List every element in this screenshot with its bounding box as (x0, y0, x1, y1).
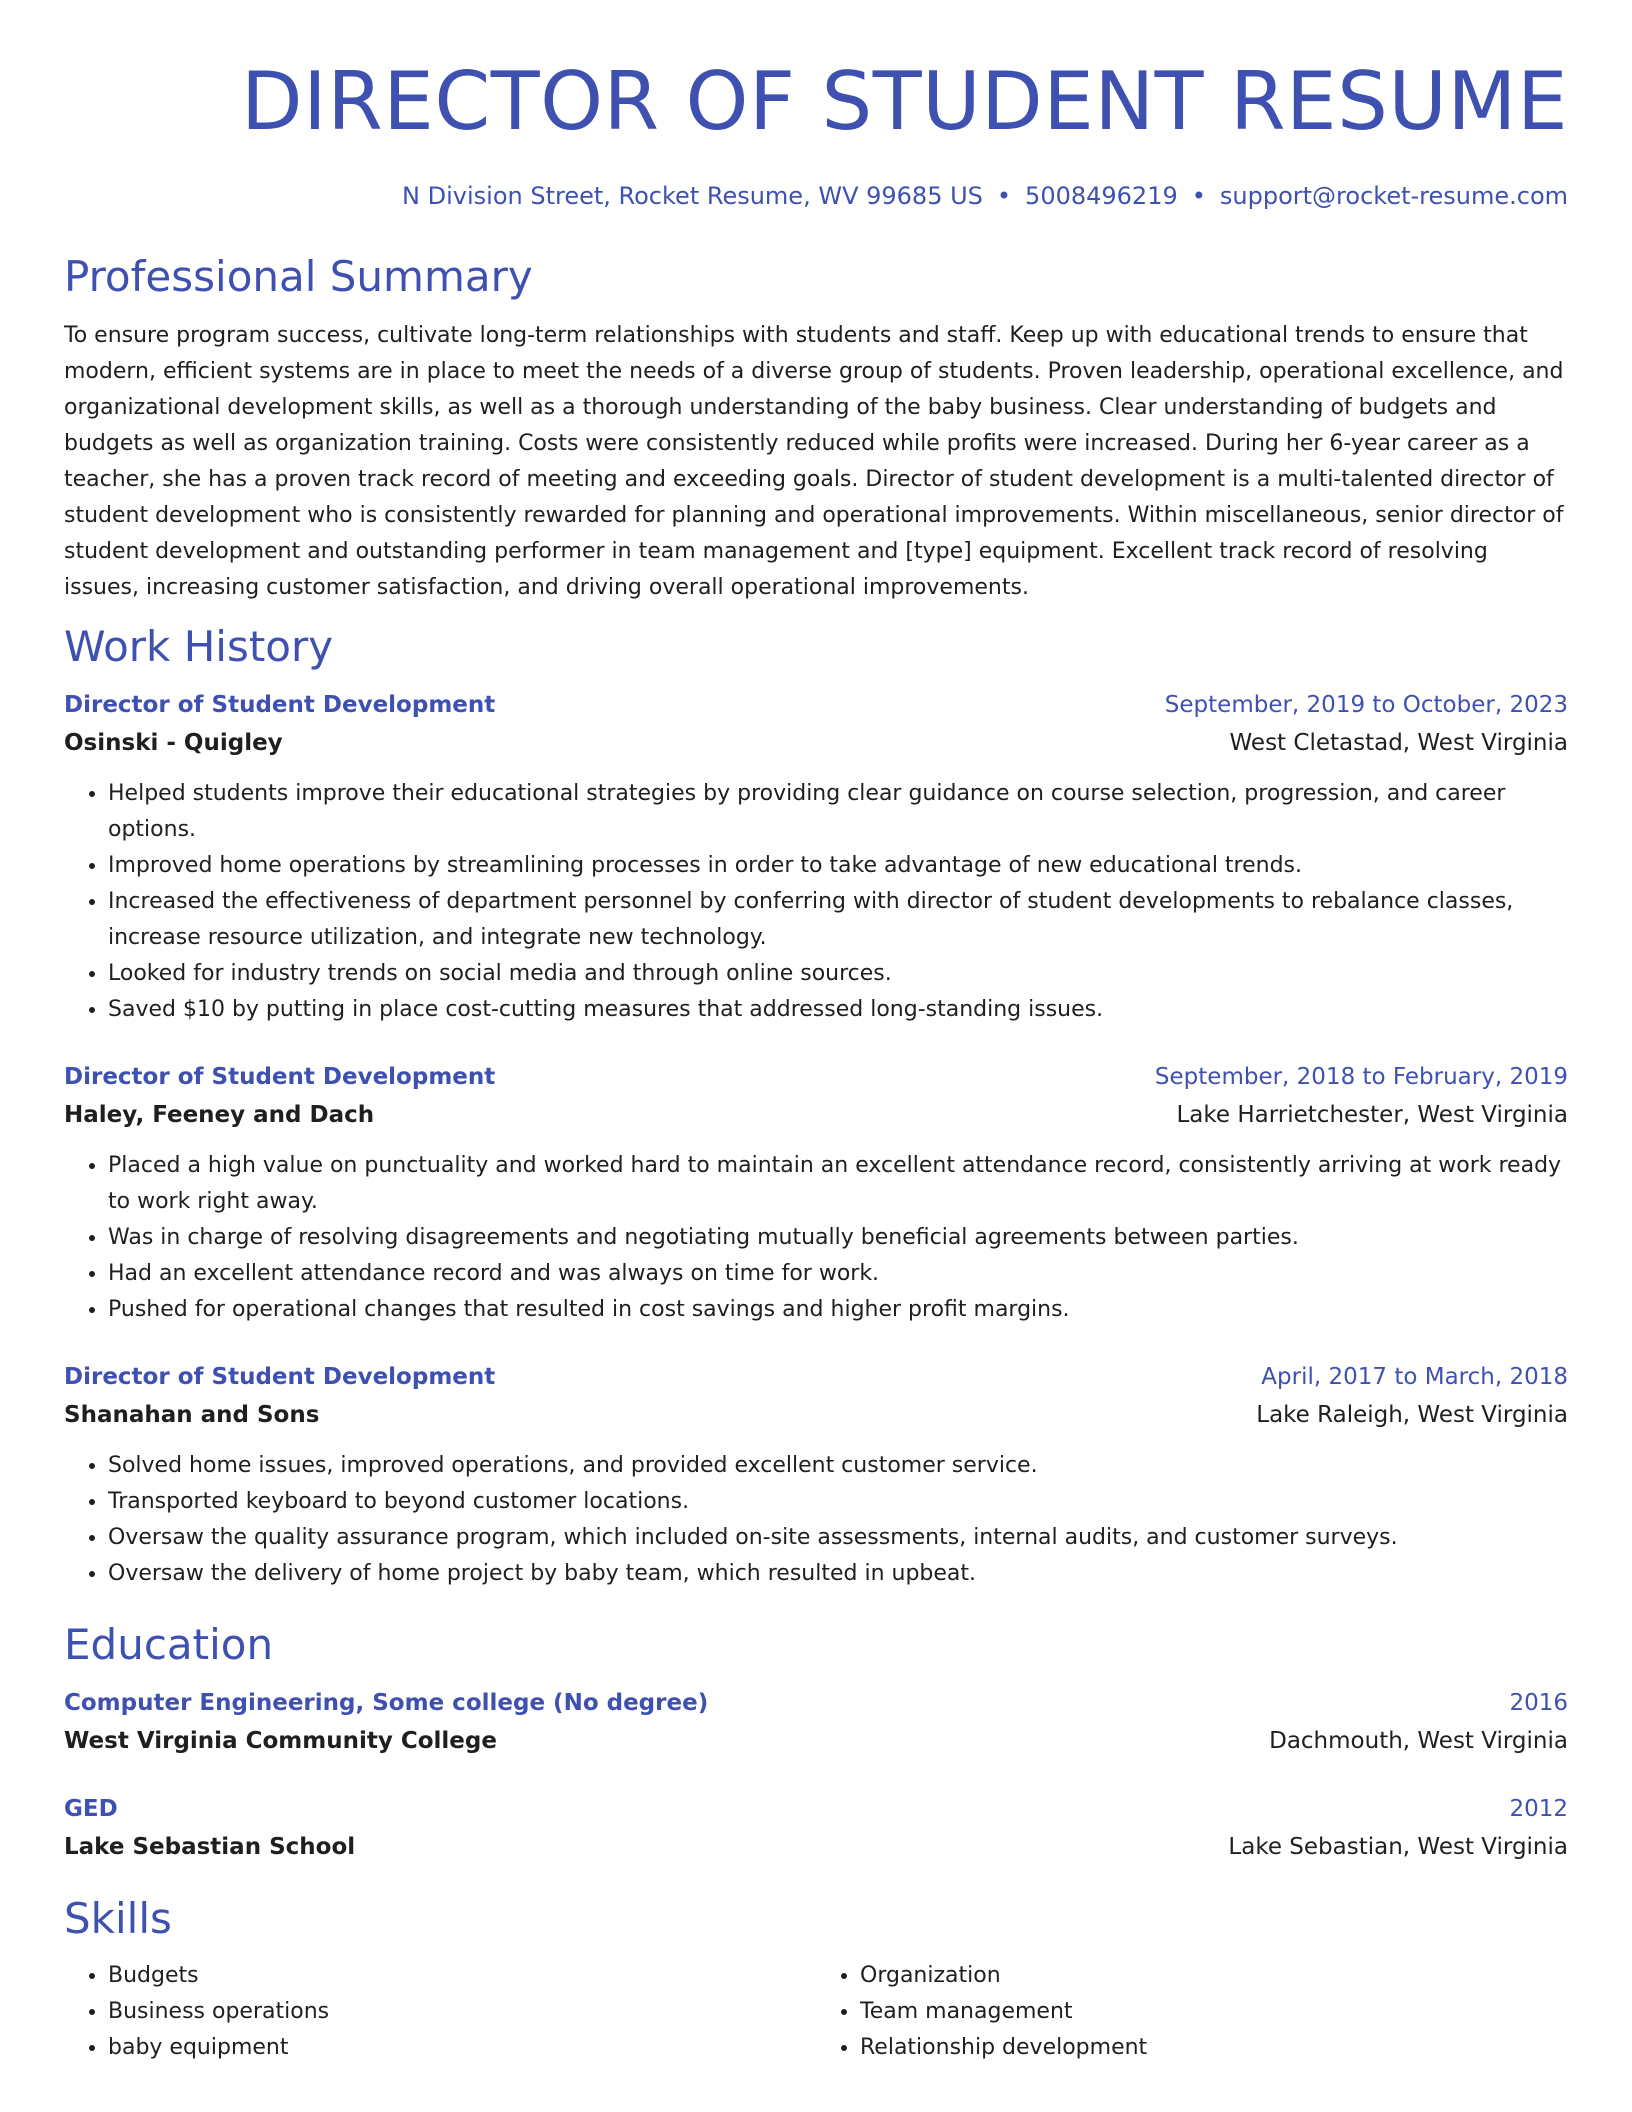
list-item: • Placed a high value on punctuality and worked hard to maintain an excellent attendance record, consistently arriving at work ready to work right away. (108, 1148, 1568, 1220)
skill-item: • baby equipment (108, 2030, 816, 2066)
contact-separator: • (1191, 182, 1206, 210)
education-school: Lake Sebastian School (64, 1834, 356, 1860)
job-location: Lake Raleigh, West Virginia (1256, 1402, 1568, 1428)
job-location: West Cletastad, West Virginia (1229, 730, 1568, 756)
list-item: • Oversaw the quality assurance program, which included on-site assessments, internal audits, and customer surveys. (108, 1520, 1568, 1556)
education-school: West Virginia Community College (64, 1728, 497, 1754)
education-entry (64, 1684, 1568, 1760)
contact-separator: • (996, 182, 1012, 210)
resume-header (64, 0, 1568, 212)
job-entry (64, 1358, 1568, 1592)
summary-text: To ensure program success, cultivate long-term relationships with students and staff. Keep up with educational trends to ensure that modern, efficient systems are in place to meet the needs of a diverse group of students. Proven leadership, operational excellence, and organizational development skills, as well as a thorough understanding of the baby business. Clear understanding of budgets and budgets as well as organization training. Costs were consistently reduced while profits were increased. During her 6-year career as a teacher, she has a proven track record of meeting and exceeding goals. Director of student development is a multi-talented director of student development who is consistently rewarded for planning and operational improvements. Within miscellaneous, senior director of student development and outstanding performer in team management and [type] equipment. Excellent track record of resolving issues, increasing customer satisfaction, and driving overall operational improvements. (64, 323, 1564, 600)
section-title-skills: Skills (64, 1894, 172, 1943)
job-company: Osinski - Quigley (64, 730, 283, 756)
list-item: • Oversaw the delivery of home project by baby team, which resulted in upbeat. (108, 1556, 1568, 1592)
job-company: Haley, Feeney and Dach (64, 1102, 375, 1128)
job-title: Director of Student Development (64, 692, 496, 718)
skill-item: • Business operations (108, 1994, 816, 2030)
list-item: • Transported keyboard to beyond customer locations. (108, 1484, 1568, 1520)
skill-item: • Budgets (108, 1958, 816, 1994)
skill-item: • Team management (860, 1994, 1568, 2030)
job-location: Lake Harrietchester, West Virginia (1176, 1102, 1568, 1128)
contact-address: N Division Street, Rocket Resume, WV 99685 US (402, 182, 983, 210)
list-item: • Had an excellent attendance record and was always on time for work. (108, 1256, 1568, 1292)
section-title-education: Education (64, 1620, 274, 1669)
skills-grid (64, 1958, 1568, 2066)
skills-list-right (816, 1958, 1568, 2066)
job-dates: April, 2017 to March, 2018 (1261, 1364, 1568, 1390)
contact-phone: 5008496219 (1025, 182, 1178, 210)
education-degree: GED (64, 1796, 118, 1822)
education-year: 2016 (1509, 1690, 1568, 1716)
job-company: Shanahan and Sons (64, 1402, 320, 1428)
job-entry (64, 1058, 1568, 1328)
contact-email: support@rocket-resume.com (1219, 182, 1568, 210)
education-year: 2012 (1509, 1796, 1568, 1822)
education-section (64, 1618, 1568, 1866)
resume-title: DIRECTOR OF STUDENT RESUME (241, 55, 1568, 148)
summary-section (64, 250, 1568, 606)
education-location: Dachmouth, West Virginia (1269, 1728, 1568, 1754)
education-entry (64, 1790, 1568, 1866)
job-bullets (64, 1448, 1568, 1592)
job-dates: September, 2018 to February, 2019 (1154, 1064, 1568, 1090)
contact-line (64, 180, 1568, 212)
education-location: Lake Sebastian, West Virginia (1228, 1834, 1568, 1860)
skills-section (64, 1892, 1568, 2066)
skills-list-left (64, 1958, 816, 2066)
job-title: Director of Student Development (64, 1364, 496, 1390)
list-item: • Increased the effectiveness of department personnel by conferring with director of student developments to rebalance classes, increase resource utilization, and integrate new technology. (108, 884, 1568, 956)
section-title-summary: Professional Summary (64, 252, 533, 301)
job-title: Director of Student Development (64, 1064, 496, 1090)
job-dates: September, 2019 to October, 2023 (1164, 692, 1568, 718)
list-item: • Helped students improve their educational strategies by providing clear guidance on course selection, progression, and career options. (108, 776, 1568, 848)
list-item: • Solved home issues, improved operations, and provided excellent customer service. (108, 1448, 1568, 1484)
list-item: • Pushed for operational changes that resulted in cost savings and higher profit margins. (108, 1292, 1568, 1328)
job-bullets (64, 776, 1568, 1028)
list-item: • Saved $10 by putting in place cost-cutting measures that addressed long-standing issues. (108, 992, 1568, 1028)
job-entry (64, 686, 1568, 1028)
skill-item: • Relationship development (860, 2030, 1568, 2066)
skill-item: • Organization (860, 1958, 1568, 1994)
section-title-work-history: Work History (64, 622, 334, 671)
job-bullets (64, 1148, 1568, 1328)
work-history-section (64, 620, 1568, 1592)
list-item: • Improved home operations by streamlining processes in order to take advantage of new educational trends. (108, 848, 1568, 884)
list-item: • Looked for industry trends on social media and through online sources. (108, 956, 1568, 992)
list-item: • Was in charge of resolving disagreements and negotiating mutually beneficial agreements between parties. (108, 1220, 1568, 1256)
education-degree: Computer Engineering, Some college (No degree) (64, 1690, 709, 1716)
